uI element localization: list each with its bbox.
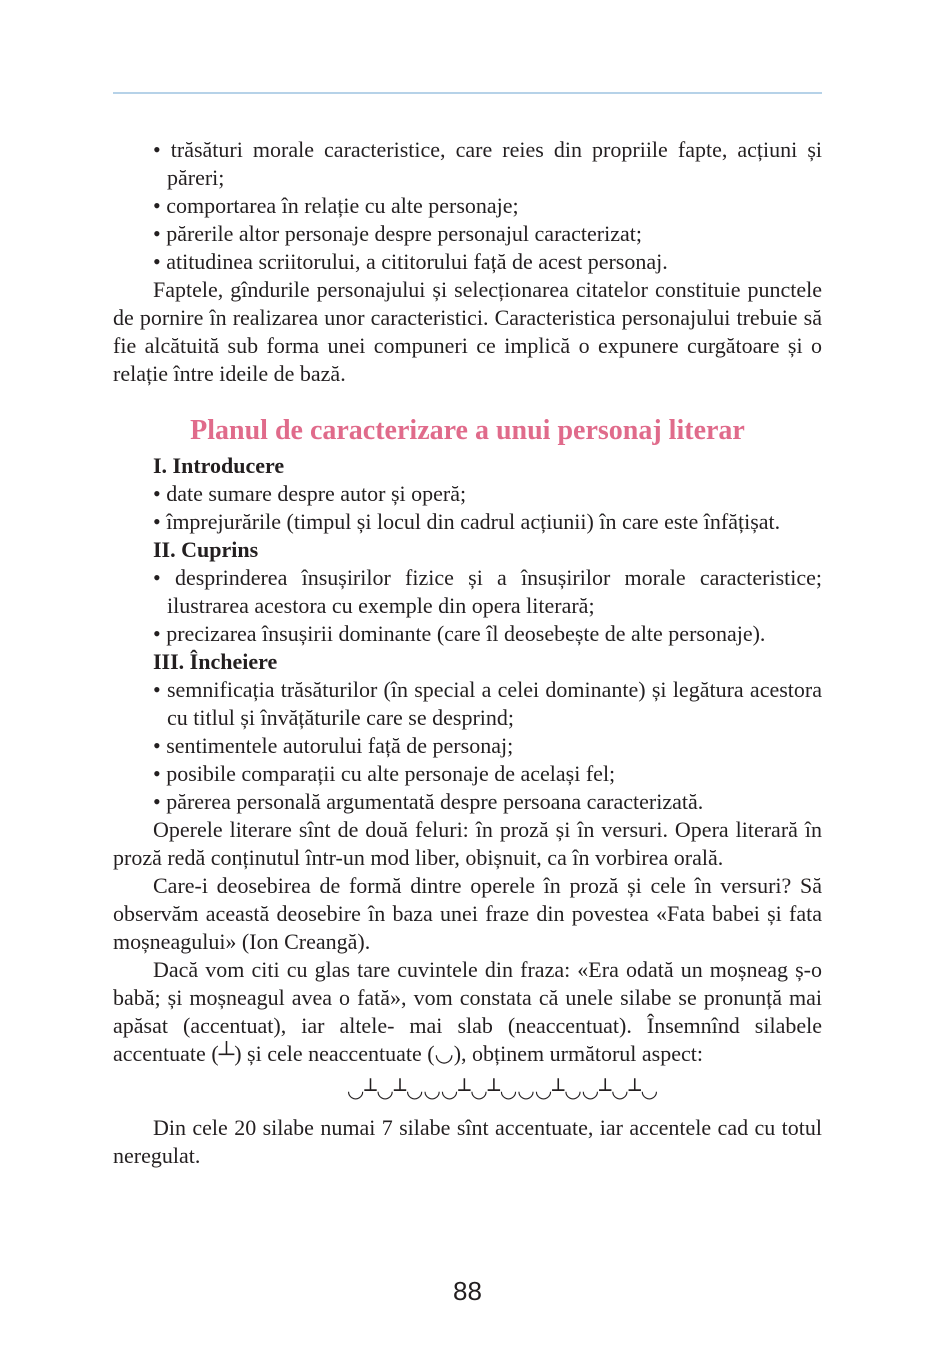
intro-bullet-2: • comportarea în relație cu alte personaje; (153, 193, 519, 218)
header-rule (113, 92, 822, 94)
intro-bullet-1: • trăsături morale caracteristice, care reies din propriile fapte, acțiuni și păreri; (153, 137, 822, 190)
metrical-scheme (113, 1076, 822, 1104)
plan-heading-introducere: I. Introducere (153, 453, 285, 478)
plan-item: • posibile comparații cu alte personaje de același fel; (153, 761, 616, 786)
page-content (113, 136, 822, 1170)
plan-item: • date sumare despre autor și operă; (153, 481, 467, 506)
body-paragraph-3: Dacă vom citi cu glas tare cuvintele din fraza: «Era odată un moșneag ș-o babă; și moșneagul avea o fată», vom constata că unele silabe se pronunță mai apăsat (accentuat), iar altele- mai slab (neaccentuat). Însemnînd silabele accentuate (┴) și cele neaccentuate (◡), obținem următorul aspect: (113, 957, 822, 1066)
body-paragraph-2: Care-i deosebirea de formă dintre operele în proză și cele în versuri? Să observăm această deosebire în baza unei fraze din povestea «Fata babei și fata moșneagului» (Ion Creangă). (113, 873, 822, 954)
body-paragraph-1: Operele literare sînt de două feluri: în proză și în versuri. Opera literară în proză redă conținutul într-un mod liber, obișnuit, ca în vorbirea orală. (113, 817, 822, 870)
plan-item: • împrejurările (timpul și locul din cadrul acțiunii) în care este înfățișat. (153, 509, 781, 534)
intro-paragraph: Faptele, gîndurile personajului și selecționarea citatelor constituie punctele de pornire în realizarea unor caracteristici. Caracteristica personajului trebuie să fie alcătuită sub forma unei compuneri ce implică o expunere curgătoare și o relație între ideile de bază. (113, 277, 822, 386)
plan-item: • părerea personală argumentată despre persoana caracterizată. (153, 789, 704, 814)
intro-bullet-4: • atitudinea scriitorului, a cititorului față de acest personaj. (153, 249, 668, 274)
section-title: Planul de caracterizare a unui personaj literar (190, 415, 745, 446)
plan-item: • semnificația trăsăturilor (în special a celei dominante) și legătura acestora cu titlul și învățăturile care se desprind; (153, 677, 822, 730)
plan-item: • desprinderea însușirilor fizice și a însușirilor morale caracteristice; ilustrarea acestora cu exemple din opera literară; (153, 565, 822, 618)
meter-symbols: ◡┴◡┴◡◡◡┴◡┴◡◡◡┴◡◡┴◡┴◡ (346, 1078, 659, 1102)
closing-paragraph: Din cele 20 silabe numai 7 silabe sînt accentuate, iar accentele cad cu totul neregulat. (113, 1115, 822, 1168)
plan-heading-cuprins: II. Cuprins (153, 537, 259, 562)
intro-bullet-3: • părerile altor personaje despre personajul caracterizat; (153, 221, 642, 246)
plan-item: • sentimentele autorului față de personaj; (153, 733, 514, 758)
page-number: 88 (453, 1276, 482, 1306)
plan-heading-incheiere: III. Încheiere (153, 649, 278, 674)
plan-item: • precizarea însușirii dominante (care îl deosebește de alte personaje). (153, 621, 766, 646)
